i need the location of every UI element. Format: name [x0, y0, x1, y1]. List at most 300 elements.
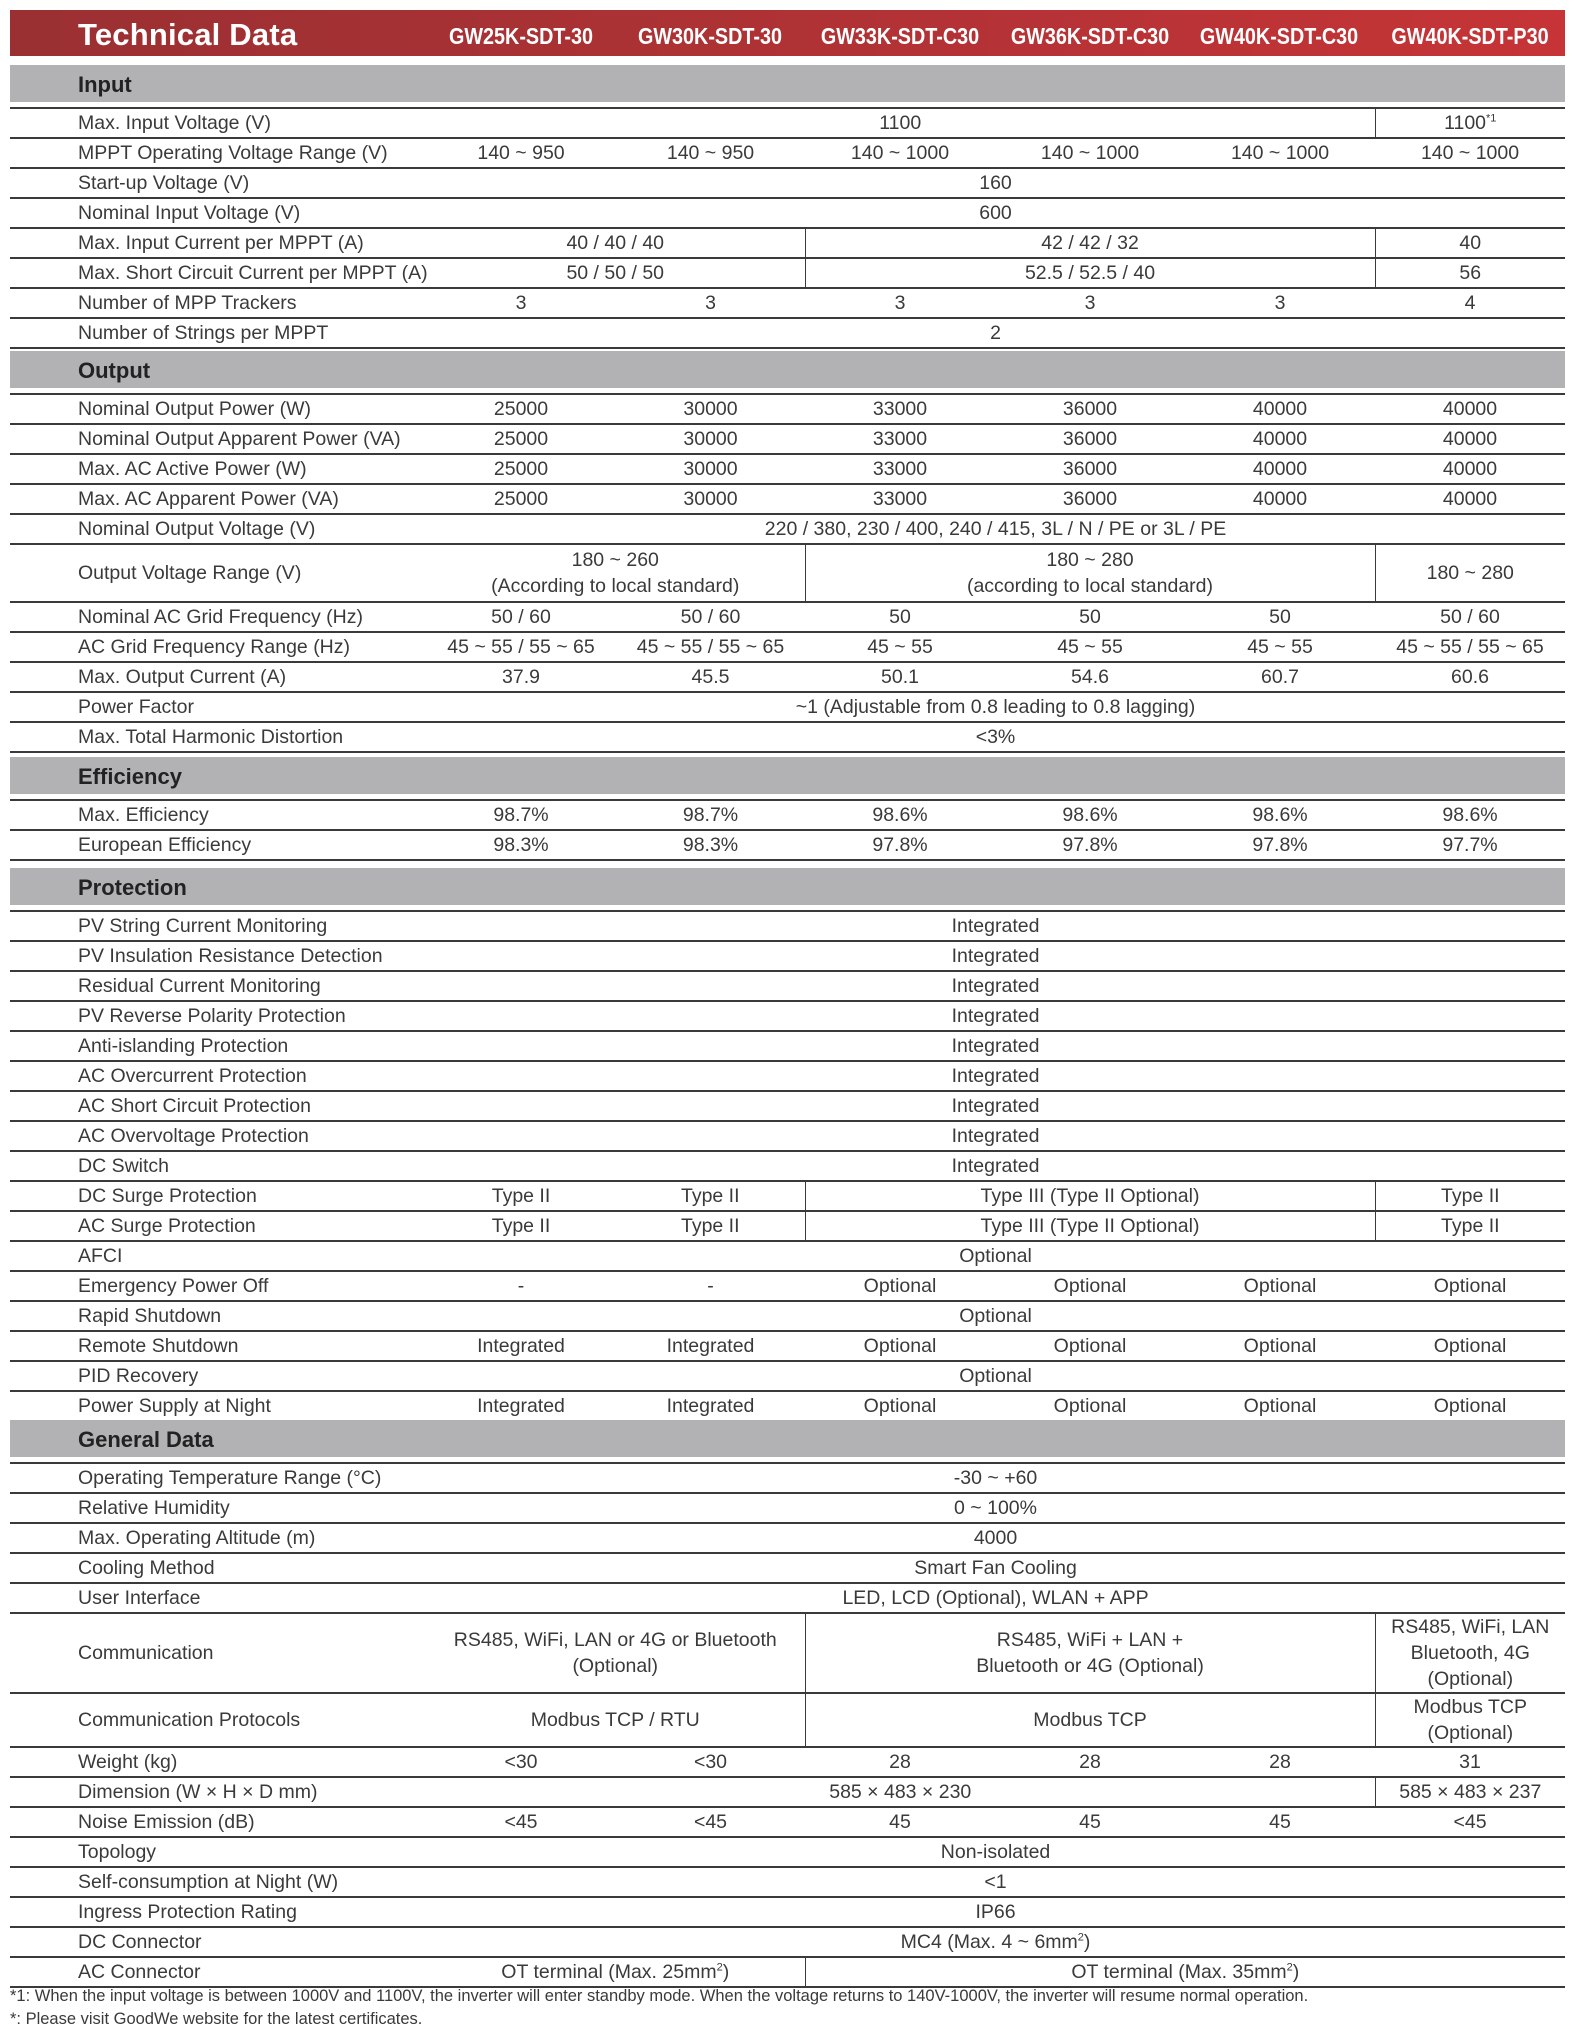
cell: 97.8%	[1185, 830, 1375, 860]
table-row	[10, 514, 1565, 544]
cell: 3	[616, 288, 805, 318]
row-label: AC Overcurrent Protection	[10, 1061, 426, 1091]
cell: 36000	[995, 454, 1185, 484]
cell: Optional	[995, 1331, 1185, 1361]
row-label: Max. Total Harmonic Distortion	[10, 722, 426, 752]
cell: -	[426, 1271, 616, 1301]
cell: 40000	[1375, 424, 1565, 454]
cell: 45 ~ 55	[995, 632, 1185, 662]
table-row	[10, 1061, 1565, 1091]
cell: Modbus TCP	[805, 1693, 1375, 1747]
row-label: Communication Protocols	[10, 1693, 426, 1747]
row-label: Max. Efficiency	[10, 800, 426, 830]
cell: ~1 (Adjustable from 0.8 leading to 0.8 lagging)	[426, 692, 1565, 722]
cell: 25000	[426, 454, 616, 484]
row-label: Emergency Power Off	[10, 1271, 426, 1301]
cell: 98.7%	[426, 800, 616, 830]
row-label: Start-up Voltage (V)	[10, 168, 426, 198]
cell: 2	[426, 318, 1565, 348]
cell: 33000	[805, 394, 995, 424]
row-label: DC Surge Protection	[10, 1181, 426, 1211]
table-row	[10, 602, 1565, 632]
cell: 45 ~ 55	[1185, 632, 1375, 662]
cell: 50	[805, 602, 995, 632]
table-row	[10, 662, 1565, 692]
row-label: Number of MPP Trackers	[10, 288, 426, 318]
table-row	[10, 1121, 1565, 1151]
row-label: Max. Short Circuit Current per MPPT (A)	[10, 258, 426, 288]
section-header-protection	[10, 868, 1565, 905]
cell: 31	[1375, 1747, 1565, 1777]
table-row	[10, 1331, 1565, 1361]
table-row	[10, 1361, 1565, 1391]
cell-line: (Optional)	[572, 1655, 659, 1677]
cell: Integrated	[426, 1391, 616, 1421]
row-label: Max. AC Apparent Power (VA)	[10, 484, 426, 514]
row-label: AC Connector	[10, 1957, 426, 1987]
section-header-input	[10, 65, 1565, 102]
cell: 45	[805, 1807, 995, 1837]
cell: 25000	[426, 424, 616, 454]
cell: 140 ~ 1000	[1185, 138, 1375, 168]
cell: LED, LCD (Optional), WLAN + APP	[426, 1583, 1565, 1613]
section-title: Output	[78, 358, 151, 383]
table-row	[10, 454, 1565, 484]
cell-line: Modbus TCP	[1413, 1696, 1527, 1718]
cell: Optional	[426, 1241, 1565, 1271]
cell: Optional	[426, 1361, 1565, 1391]
row-label: Operating Temperature Range (°C)	[10, 1463, 426, 1493]
cell: 140 ~ 1000	[805, 138, 995, 168]
cell: 4000	[426, 1523, 1565, 1553]
cell: <3%	[426, 722, 1565, 752]
row-label: Output Voltage Range (V)	[10, 544, 426, 602]
cell: 40000	[1185, 484, 1375, 514]
row-label: Max. Input Current per MPPT (A)	[10, 228, 426, 258]
table-row	[10, 288, 1565, 318]
row-label: Anti-islanding Protection	[10, 1031, 426, 1061]
table-row	[10, 722, 1565, 752]
row-label: Residual Current Monitoring	[10, 971, 426, 1001]
table-row	[10, 1301, 1565, 1331]
table-row	[10, 1897, 1565, 1927]
row-label: Nominal AC Grid Frequency (Hz)	[10, 602, 426, 632]
cell	[805, 1957, 1565, 1987]
table-row	[10, 941, 1565, 971]
cell: 30000	[616, 394, 805, 424]
table-row	[10, 692, 1565, 722]
cell: <45	[426, 1807, 616, 1837]
cell: Integrated	[616, 1331, 805, 1361]
cell: 28	[995, 1747, 1185, 1777]
cell: 0 ~ 100%	[426, 1493, 1565, 1523]
section-header-output	[10, 351, 1565, 388]
cell: 25000	[426, 394, 616, 424]
cell: 4	[1375, 288, 1565, 318]
row-label: European Efficiency	[10, 830, 426, 860]
table-row	[10, 1583, 1565, 1613]
cell: 50 / 60	[426, 602, 616, 632]
cell: Smart Fan Cooling	[426, 1553, 1565, 1583]
row-label: User Interface	[10, 1583, 426, 1613]
model-header-6: GW40K-SDT-P30	[1391, 23, 1549, 49]
cell: 45 ~ 55 / 55 ~ 65	[616, 632, 805, 662]
cell: Optional	[1375, 1271, 1565, 1301]
footnote-marker: *1	[1486, 112, 1497, 124]
cell: 40000	[1375, 484, 1565, 514]
cell: 33000	[805, 454, 995, 484]
cell: 3	[1185, 288, 1375, 318]
table-row	[10, 1867, 1565, 1897]
table-row	[10, 971, 1565, 1001]
cell: 28	[1185, 1747, 1375, 1777]
cell: Type II	[616, 1211, 805, 1241]
row-label: Relative Humidity	[10, 1493, 426, 1523]
row-label: AC Grid Frequency Range (Hz)	[10, 632, 426, 662]
cell: 97.8%	[995, 830, 1185, 860]
cell: 220 / 380, 230 / 400, 240 / 415, 3L / N / PE or 3L / PE	[426, 514, 1565, 544]
table-row	[10, 1747, 1565, 1777]
table-row	[10, 1553, 1565, 1583]
cell-value: 1100	[1444, 111, 1487, 134]
cell: 45	[995, 1807, 1185, 1837]
row-label: Nominal Output Apparent Power (VA)	[10, 424, 426, 454]
cell: 98.6%	[1375, 800, 1565, 830]
cell: 52.5 / 52.5 / 40	[805, 258, 1375, 288]
cell: Integrated	[426, 911, 1565, 941]
cell-value: )	[722, 1960, 730, 1983]
cell: Optional	[805, 1331, 995, 1361]
cell-line: Bluetooth, 4G	[1410, 1642, 1530, 1664]
cell-value: )	[1083, 1930, 1091, 1953]
cell: 56	[1375, 258, 1565, 288]
cell: Optional	[1375, 1331, 1565, 1361]
cell: Optional	[805, 1271, 995, 1301]
cell: 45 ~ 55 / 55 ~ 65	[426, 632, 616, 662]
cell: IP66	[426, 1897, 1565, 1927]
cell: 97.7%	[1375, 830, 1565, 860]
row-label: AC Surge Protection	[10, 1211, 426, 1241]
cell: 140 ~ 1000	[1375, 138, 1565, 168]
cell: 98.6%	[1185, 800, 1375, 830]
row-label: AFCI	[10, 1241, 426, 1271]
cell-value: OT terminal (Max. 35mm	[1071, 1960, 1287, 1983]
cell: Type III (Type II Optional)	[805, 1181, 1375, 1211]
cell: 585 × 483 × 237	[1375, 1777, 1565, 1807]
table-row	[10, 168, 1565, 198]
cell: 60.6	[1375, 662, 1565, 692]
table-row	[10, 1807, 1565, 1837]
cell: 33000	[805, 484, 995, 514]
cell: 50 / 50 / 50	[426, 258, 805, 288]
cell: Type III (Type II Optional)	[805, 1211, 1375, 1241]
cell: 40000	[1375, 454, 1565, 484]
cell: 40	[1375, 228, 1565, 258]
superscript: 2	[1077, 1931, 1084, 1943]
table-row	[10, 544, 1565, 602]
cell: 98.7%	[616, 800, 805, 830]
footnote-1: *1: When the input voltage is between 1000V and 1100V, the inverter will enter standby mode. When the voltage returns to 140V-1000V, the inverter will resume normal operation.	[10, 1987, 1309, 2005]
row-label: Noise Emission (dB)	[10, 1807, 426, 1837]
general-table	[10, 1462, 1565, 1988]
table-row	[10, 394, 1565, 424]
row-label: AC Short Circuit Protection	[10, 1091, 426, 1121]
section-title: Efficiency	[78, 764, 182, 789]
superscript: 2	[1286, 1961, 1293, 1973]
cell: 140 ~ 950	[426, 138, 616, 168]
row-label: Nominal Output Power (W)	[10, 394, 426, 424]
cell: 50	[995, 602, 1185, 632]
row-label: Number of Strings per MPPT	[10, 318, 426, 348]
row-label: Max. Output Current (A)	[10, 662, 426, 692]
model-header-2: GW30K-SDT-30	[638, 23, 782, 49]
cell: <30	[616, 1747, 805, 1777]
cell: 45.5	[616, 662, 805, 692]
cell: 40000	[1185, 454, 1375, 484]
cell-value: OT terminal (Max. 25mm	[501, 1960, 717, 1983]
technical-data-header	[10, 10, 1565, 56]
cell: -30 ~ +60	[426, 1463, 1565, 1493]
cell: Optional	[805, 1391, 995, 1421]
table-row	[10, 1151, 1565, 1181]
table-row	[10, 258, 1565, 288]
table-row	[10, 228, 1565, 258]
cell: 54.6	[995, 662, 1185, 692]
cell: <45	[616, 1807, 805, 1837]
cell: 28	[805, 1747, 995, 1777]
cell: Modbus TCP / RTU	[426, 1693, 805, 1747]
cell: 180 ~ 280	[1375, 544, 1565, 602]
table-row	[10, 1391, 1565, 1421]
table-row	[10, 911, 1565, 941]
cell: 585 × 483 × 230	[426, 1777, 1375, 1807]
row-label: Communication	[10, 1613, 426, 1693]
table-row	[10, 108, 1565, 138]
cell-line: (according to local standard)	[966, 575, 1214, 597]
cell: Optional	[1185, 1271, 1375, 1301]
row-label: Topology	[10, 1837, 426, 1867]
cell: 1100	[426, 108, 1375, 138]
cell-line: (According to local standard)	[491, 575, 740, 597]
row-label: PID Recovery	[10, 1361, 426, 1391]
table-row	[10, 1211, 1565, 1241]
cell-line: (Optional)	[1427, 1668, 1514, 1690]
row-label: Max. AC Active Power (W)	[10, 454, 426, 484]
superscript: 2	[716, 1961, 723, 1973]
cell: 50.1	[805, 662, 995, 692]
cell: Type II	[426, 1211, 616, 1241]
row-label: Nominal Output Voltage (V)	[10, 514, 426, 544]
cell: 3	[995, 288, 1185, 318]
output-table	[10, 393, 1565, 753]
cell: 30000	[616, 454, 805, 484]
table-row	[10, 800, 1565, 830]
table-row	[10, 1927, 1565, 1957]
table-row	[10, 1001, 1565, 1031]
cell: <30	[426, 1747, 616, 1777]
cell	[805, 544, 1375, 602]
table-row	[10, 1693, 1565, 1747]
cell-value: )	[1292, 1960, 1300, 1983]
row-label: PV String Current Monitoring	[10, 911, 426, 941]
cell: 36000	[995, 484, 1185, 514]
cell: Integrated	[426, 1121, 1565, 1151]
cell: Integrated	[426, 1061, 1565, 1091]
cell: Type II	[1375, 1211, 1565, 1241]
table-row	[10, 1241, 1565, 1271]
table-row	[10, 1523, 1565, 1553]
cell: 36000	[995, 394, 1185, 424]
cell: 40000	[1375, 394, 1565, 424]
row-label: Self-consumption at Night (W)	[10, 1867, 426, 1897]
table-row	[10, 1837, 1565, 1867]
row-label: MPPT Operating Voltage Range (V)	[10, 138, 426, 168]
row-label: Remote Shutdown	[10, 1331, 426, 1361]
cell: 50 / 60	[1375, 602, 1565, 632]
table-row	[10, 138, 1565, 168]
table-row	[10, 1463, 1565, 1493]
cell: 25000	[426, 484, 616, 514]
cell: 97.8%	[805, 830, 995, 860]
row-label: DC Connector	[10, 1927, 426, 1957]
cell: Optional	[995, 1391, 1185, 1421]
cell: 45	[1185, 1807, 1375, 1837]
model-header-5: GW40K-SDT-C30	[1199, 23, 1359, 49]
cell: 140 ~ 950	[616, 138, 805, 168]
cell: 40 / 40 / 40	[426, 228, 805, 258]
cell: 600	[426, 198, 1565, 228]
cell: Optional	[426, 1301, 1565, 1331]
cell: 140 ~ 1000	[995, 138, 1185, 168]
row-label: Weight (kg)	[10, 1747, 426, 1777]
cell	[1375, 108, 1565, 138]
cell: Integrated	[426, 1001, 1565, 1031]
cell	[1375, 1613, 1565, 1693]
row-label: DC Switch	[10, 1151, 426, 1181]
cell: 30000	[616, 424, 805, 454]
model-header-3: GW33K-SDT-C30	[820, 23, 980, 49]
cell: Integrated	[426, 1151, 1565, 1181]
table-row	[10, 632, 1565, 662]
cell: 98.6%	[995, 800, 1185, 830]
cell-line: RS485, WiFi, LAN or 4G or Bluetooth	[453, 1629, 777, 1651]
table-row	[10, 484, 1565, 514]
footnote-2: *: Please visit GoodWe website for the latest certificates.	[10, 2010, 423, 2028]
cell-line: 180 ~ 280	[1046, 549, 1134, 571]
page-title: Technical Data	[78, 17, 298, 52]
table-row	[10, 1613, 1565, 1693]
section-title: Protection	[78, 875, 187, 900]
row-label: Power Supply at Night	[10, 1391, 426, 1421]
cell: Integrated	[426, 941, 1565, 971]
cell: 98.6%	[805, 800, 995, 830]
row-label: PV Reverse Polarity Protection	[10, 1001, 426, 1031]
cell: 30000	[616, 484, 805, 514]
cell: 60.7	[1185, 662, 1375, 692]
cell: 36000	[995, 424, 1185, 454]
table-row	[10, 1957, 1565, 1987]
cell: <45	[1375, 1807, 1565, 1837]
row-label: Dimension (W × H × D mm)	[10, 1777, 426, 1807]
cell-line: RS485, WiFi + LAN +	[996, 1629, 1184, 1651]
cell-line: (Optional)	[1427, 1722, 1514, 1744]
cell: Type II	[1375, 1181, 1565, 1211]
row-label: AC Overvoltage Protection	[10, 1121, 426, 1151]
cell: Optional	[1375, 1391, 1565, 1421]
cell: Non-isolated	[426, 1837, 1565, 1867]
cell: Type II	[616, 1181, 805, 1211]
row-label: PV Insulation Resistance Detection	[10, 941, 426, 971]
cell: 45 ~ 55	[805, 632, 995, 662]
table-row	[10, 1271, 1565, 1301]
efficiency-table	[10, 799, 1565, 861]
cell: Integrated	[426, 971, 1565, 1001]
cell-line: 180 ~ 260	[571, 549, 659, 571]
row-label: Max. Input Voltage (V)	[10, 108, 426, 138]
cell: 50	[1185, 602, 1375, 632]
cell: <1	[426, 1867, 1565, 1897]
cell: -	[616, 1271, 805, 1301]
cell: Optional	[995, 1271, 1185, 1301]
cell	[1375, 1693, 1565, 1747]
cell: 33000	[805, 424, 995, 454]
cell: Integrated	[426, 1031, 1565, 1061]
table-row	[10, 1091, 1565, 1121]
cell: 40000	[1185, 424, 1375, 454]
cell-line: RS485, WiFi, LAN	[1391, 1616, 1550, 1638]
row-label: Power Factor	[10, 692, 426, 722]
cell	[426, 544, 805, 602]
table-row	[10, 1031, 1565, 1061]
row-label: Nominal Input Voltage (V)	[10, 198, 426, 228]
cell	[426, 1927, 1565, 1957]
cell: 42 / 42 / 32	[805, 228, 1375, 258]
row-label: Cooling Method	[10, 1553, 426, 1583]
cell: 45 ~ 55 / 55 ~ 65	[1375, 632, 1565, 662]
section-header-general	[10, 1420, 1565, 1457]
cell: Integrated	[426, 1331, 616, 1361]
model-header-1: GW25K-SDT-30	[449, 23, 593, 49]
cell: Integrated	[616, 1391, 805, 1421]
cell: Type II	[426, 1181, 616, 1211]
table-row	[10, 1493, 1565, 1523]
section-title: General Data	[78, 1427, 214, 1452]
cell	[426, 1613, 805, 1693]
cell: 3	[426, 288, 616, 318]
table-row	[10, 198, 1565, 228]
table-row	[10, 318, 1565, 348]
cell: 160	[426, 168, 1565, 198]
row-label: Max. Operating Altitude (m)	[10, 1523, 426, 1553]
cell-value: MC4 (Max. 4 ~ 6mm	[900, 1930, 1078, 1953]
model-header-4: GW36K-SDT-C30	[1010, 23, 1170, 49]
row-label: Rapid Shutdown	[10, 1301, 426, 1331]
cell: Optional	[1185, 1331, 1375, 1361]
cell: 37.9	[426, 662, 616, 692]
input-table	[10, 107, 1565, 349]
row-label: Ingress Protection Rating	[10, 1897, 426, 1927]
cell	[805, 1613, 1375, 1693]
cell: 98.3%	[426, 830, 616, 860]
table-row	[10, 1777, 1565, 1807]
cell: 98.3%	[616, 830, 805, 860]
table-row	[10, 1181, 1565, 1211]
cell: Integrated	[426, 1091, 1565, 1121]
cell-line: Bluetooth or 4G (Optional)	[976, 1655, 1204, 1677]
cell: 40000	[1185, 394, 1375, 424]
cell: 50 / 60	[616, 602, 805, 632]
cell: Optional	[1185, 1391, 1375, 1421]
